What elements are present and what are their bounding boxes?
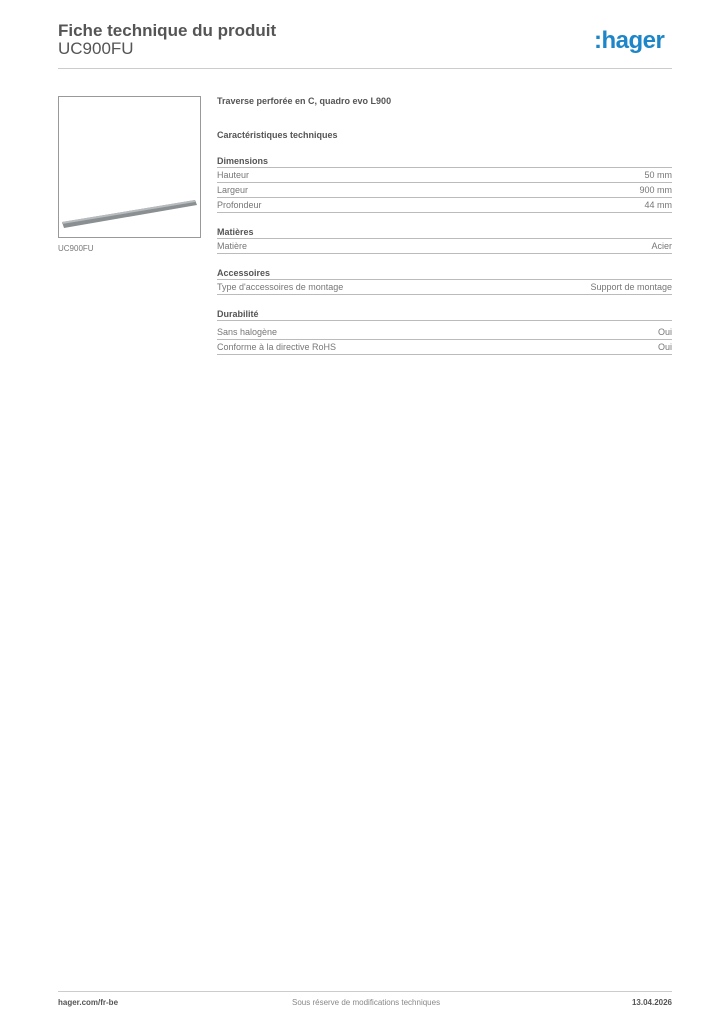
spec-value: 44 mm xyxy=(644,200,672,210)
product-name: Traverse perforée en C, quadro evo L900 xyxy=(217,96,392,106)
group-title: Dimensions xyxy=(217,155,672,168)
image-caption: UC900FU xyxy=(58,244,94,253)
footer-divider xyxy=(58,991,672,992)
spec-value: Oui xyxy=(657,342,672,352)
page-title: Fiche technique du produit xyxy=(58,21,277,40)
specifications xyxy=(217,96,672,355)
footer-website[interactable]: hager.com/fr-be xyxy=(58,998,119,1007)
hager-logo: :hager xyxy=(594,27,665,54)
spec-group-dimensions xyxy=(217,155,672,213)
spec-row xyxy=(217,183,672,198)
spec-row xyxy=(217,239,672,254)
spec-label: Profondeur xyxy=(217,200,262,210)
spec-label: Type d'accessoires de montage xyxy=(217,282,344,292)
group-title: Accessoires xyxy=(217,267,672,280)
spec-group-materials xyxy=(217,226,672,254)
section-title: Caractéristiques techniques xyxy=(217,130,338,140)
spec-value: Oui xyxy=(657,327,672,337)
crossbar-illustration xyxy=(59,97,200,237)
product-image xyxy=(58,96,201,238)
footer-date: 13.04.2026 xyxy=(631,998,672,1007)
spec-group-durability xyxy=(217,308,672,355)
spec-label: Largeur xyxy=(217,185,249,195)
spec-value: Acier xyxy=(651,241,672,251)
spec-label: Sans halogène xyxy=(217,327,278,337)
spec-label: Conforme à la directive RoHS xyxy=(217,342,337,352)
group-title: Matières xyxy=(217,226,672,239)
spec-row xyxy=(217,325,672,340)
spec-label: Matière xyxy=(217,241,248,251)
header-divider xyxy=(58,68,672,69)
spec-row xyxy=(217,198,672,213)
footer-notice: Sous réserve de modifications techniques xyxy=(292,998,441,1007)
spec-row xyxy=(217,280,672,295)
spec-value: 50 mm xyxy=(644,170,672,180)
spec-row xyxy=(217,168,672,183)
spec-group-accessories xyxy=(217,267,672,295)
product-reference: UC900FU xyxy=(58,39,134,58)
spec-value: 900 mm xyxy=(639,185,672,195)
group-title: Durabilité xyxy=(217,308,672,321)
spec-label: Hauteur xyxy=(217,170,250,180)
spec-row xyxy=(217,340,672,355)
spec-value: Support de montage xyxy=(590,282,672,292)
